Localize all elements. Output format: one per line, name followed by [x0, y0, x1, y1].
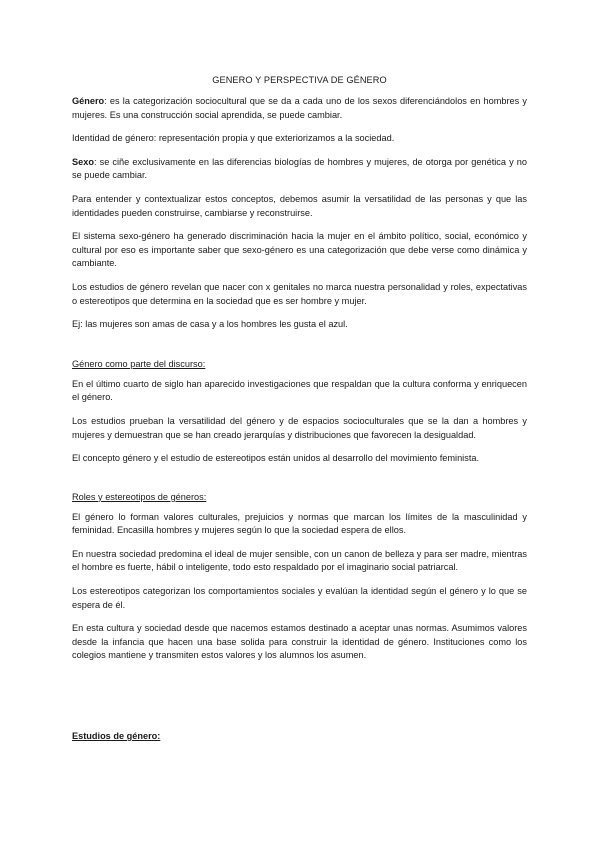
section-heading-discurso: Género como parte del discurso:: [72, 358, 206, 369]
paragraph-discurso-3: El concepto género y el estudio de estereotipos están unidos al desarrollo del movimiento feminista.: [72, 453, 480, 464]
definition-genero: : es la categorización sociocultural que se da a cada uno de los sexos diferenciándolos en hombres y mujeres. Es una construcción social aprendida, se puede cambiar.: [72, 96, 527, 120]
paragraph-roles-4: En esta cultura y sociedad desde que nacemos estamos destinado a aceptar unas normas. Asumimos valores desde la infancia que hacen una base solida para construir la identidad de género. Instituciones como los colegios mantiene y transmiten estos valores y los alumnos los asumen.: [72, 623, 527, 661]
paragraph-discurso-2: Los estudios prueban la versatilidad del género y de espacios socioculturales que se la dan a hombres y mujeres y demuestran que se han creado jerarquías y distribuciones que favorecen la desigualdad.: [72, 415, 527, 440]
paragraph-roles-2: En nuestra sociedad predomina el ideal de mujer sensible, con un canon de belleza y para ser madre, mientras el hombre es fuerte, hábil o inteligente, todo esto respaldado por el imaginario social patriarcal.: [72, 548, 527, 573]
paragraph-estudios: Los estudios de género revelan que nacer con x genitales no marca nuestra personalidad y roles, expectativas o estereotipos que determina en la sociedad que es ser hombre y mujer.: [72, 281, 527, 306]
term-sexo: Sexo: [72, 156, 94, 167]
paragraph-sistema: El sistema sexo-género ha generado discriminación hacia la mujer en el ámbito político, social, económico y cultural por eso es importante saber que sexo-género es una categorización que debe verse como dinámica y cambiante.: [72, 231, 527, 269]
term-genero: Género: [72, 96, 105, 106]
document-title: GENERO Y PERSPECTIVA DE GÉNERO: [212, 75, 387, 85]
paragraph-genero: [72, 95, 527, 122]
paragraph-roles-1: El género lo forman valores culturales, prejuicios y normas que marcan los límites de la masculinidad y feminidad. Encasilla hombres y mujeres según lo que la sociedad espera de ellos.: [72, 511, 527, 536]
paragraph-sexo: [72, 156, 527, 183]
paragraph-discurso-1: En el último cuarto de siglo han aparecido investigaciones que respaldan que la cultura conforma y enriquecen el género.: [72, 378, 527, 403]
section-heading-roles: Roles y estereotipos de géneros:: [72, 491, 207, 502]
paragraph-versatilidad: Para entender y contextualizar estos conceptos, debemos asumir la versatilidad de las personas y que las identidades pueden construirse, cambiarse y reconstruirse.: [72, 193, 527, 218]
paragraph-ejemplo: Ej: las mujeres son amas de casa y a los hombres les gusta el azul.: [72, 319, 348, 330]
paragraph-identidad: Identidad de género: representación propia y que exteriorizamos a la sociedad.: [72, 133, 395, 144]
section-heading-estudios: Estudios de género:: [72, 731, 161, 742]
paragraph-roles-3: Los estereotipos categorizan los comportamientos sociales y evalúan la identidad según el género y lo que se espera de él.: [72, 586, 527, 610]
definition-sexo: : se ciñe exclusivamente en las diferencias biologías de hombres y mujeres, de otorga por genética y no se puede cambiar.: [72, 156, 527, 181]
